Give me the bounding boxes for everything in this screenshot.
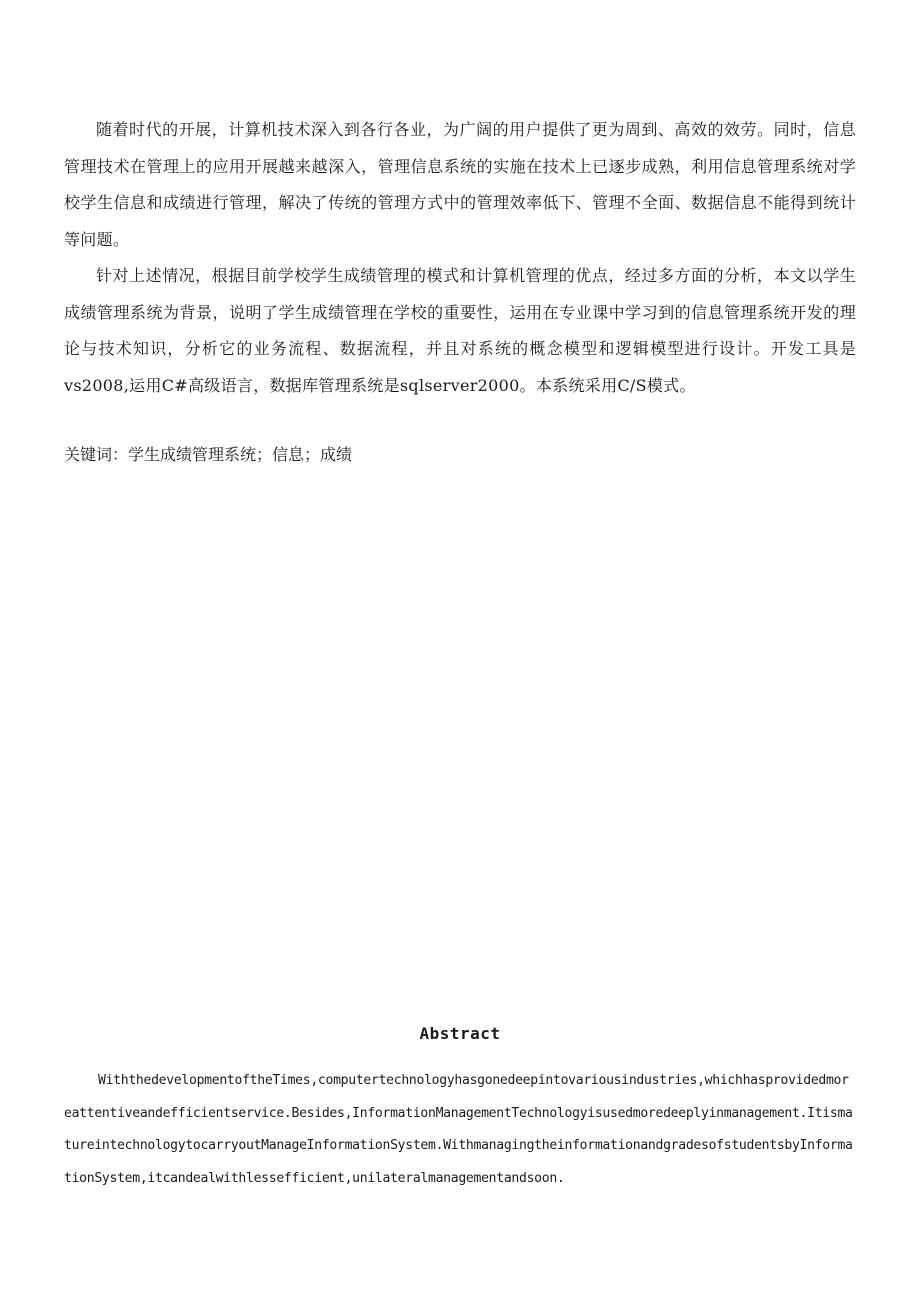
chinese-paragraph-2: 针对上述情况，根据目前学校学生成绩管理的模式和计算机管理的优点，经过多方面的分析，本文以学生成绩管理系统为背景，说明了学生成绩管理在学校的重要性，运用在专业课中学习到的信息管理系统开发的理论与技术知识，分析它的业务流程、数据流程，并且对系统的概念模型和逻辑模型进行设计。开发工具是vs2008,运用C#高级语言，数据库管理系统是sqlserver2000。本系统采用C/S模式。 — [64, 266, 856, 395]
chinese-paragraph-1: 随着时代的开展，计算机技术深入到各行各业，为广阔的用户提供了更为周到、高效的效劳。同时，信息管理技术在管理上的应用开展越来越深入，管理信息系统的实施在技术上已逐步成熟，利用信息管理系统对学校学生信息和成绩进行管理，解决了传统的管理方式中的管理效率低下、管理不全面、数据信息不能得到统计等问题。 — [64, 120, 856, 249]
chinese-keywords: 关键词：学生成绩管理系统；信息；成绩 — [64, 445, 353, 464]
english-paragraph: WiththedevelopmentoftheTimes,computertechnologyhasgonedeepintovariousindustries,whichhasprovidedmoreattentiveandefficientservice.Besides,InformationManagementTechnologyisusedmoredeeplyinmanagement.ItismatureintechnologytocarryoutManageInformationSystem.WithmanagingtheinformationandgradesofstudentsbyInformationSystem,itcandealwithlessefficient,unilateralmanagementandsoon. — [64, 1073, 853, 1186]
english-abstract — [64, 1065, 856, 1195]
abstract-heading: Abstract — [419, 1024, 501, 1043]
chinese-abstract — [64, 112, 856, 404]
